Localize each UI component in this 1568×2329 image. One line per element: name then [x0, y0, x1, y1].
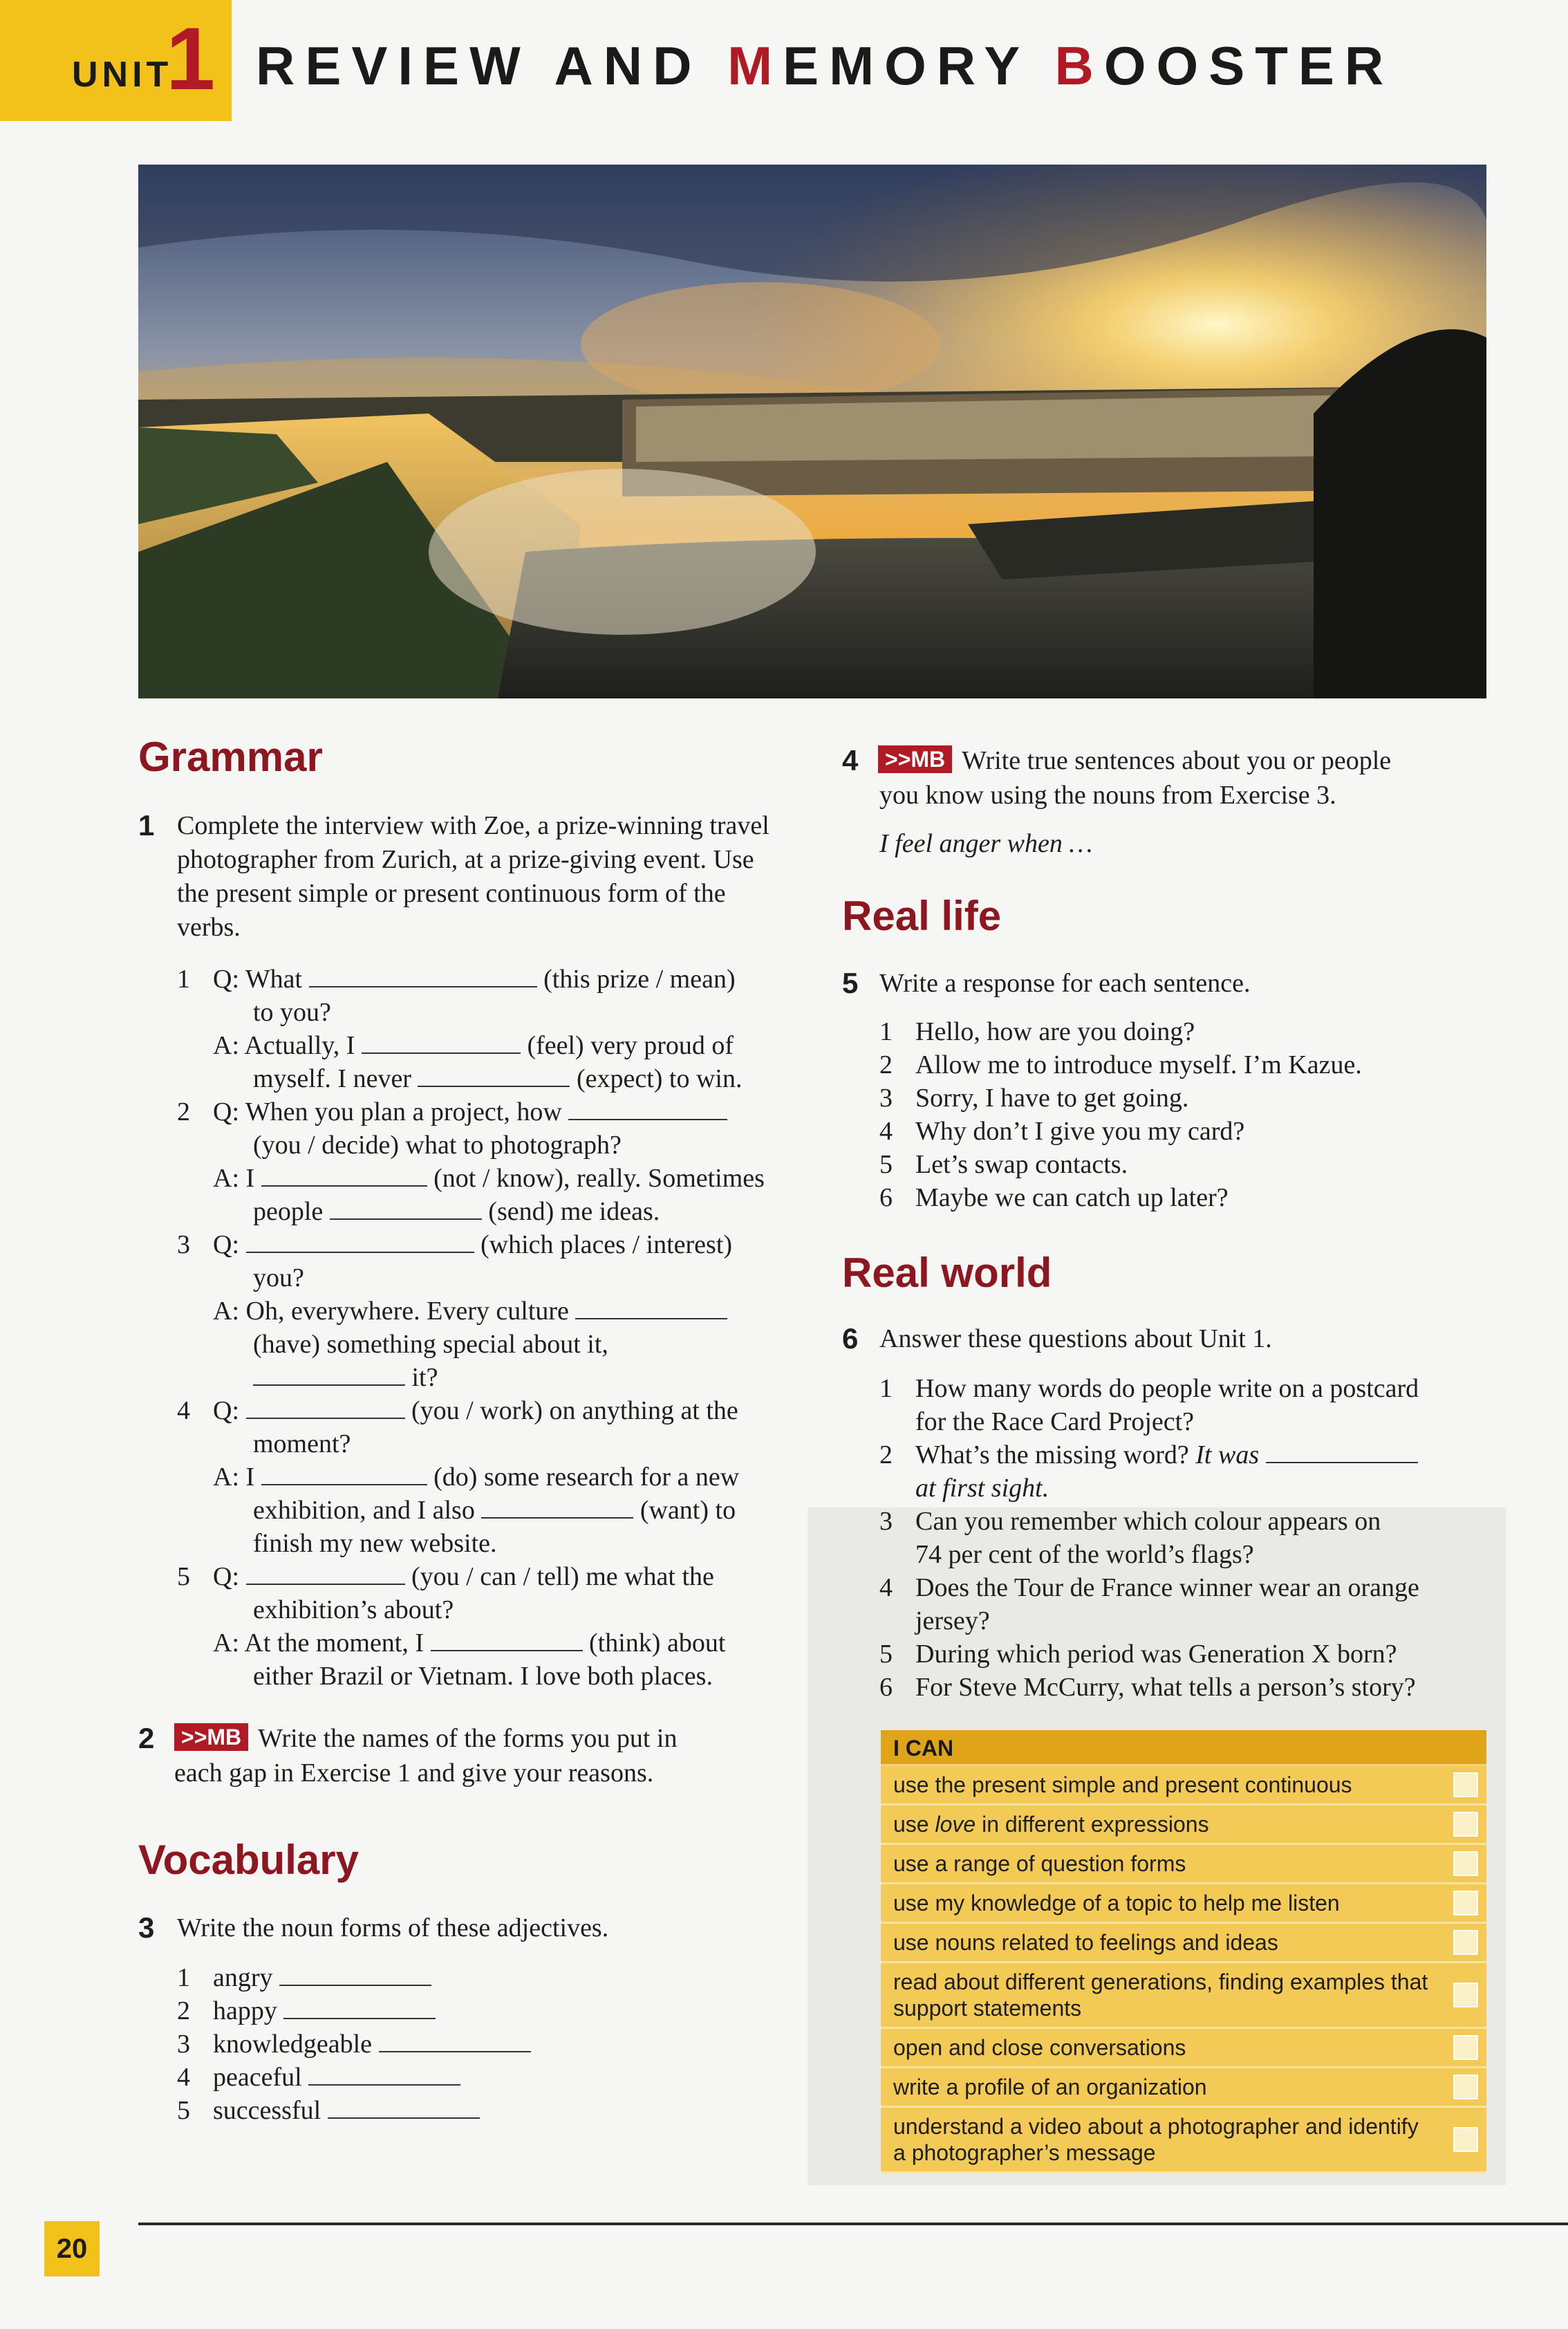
- i-can-text: use nouns related to feelings and ideas: [893, 1930, 1278, 1955]
- list-item: Hello, how are you doing?: [915, 1017, 1195, 1046]
- memory-booster-badge: >>MB: [878, 745, 952, 773]
- exercise-number: 2: [138, 1722, 155, 1754]
- question-text-italic: It was: [1195, 1440, 1260, 1469]
- exercise-2-instruction-cont: each gap in Exercise 1 and give your reasons.: [174, 1759, 654, 1788]
- question-text: 74 per cent of the world’s flags?: [915, 1540, 1254, 1569]
- badge-label: MB: [911, 747, 946, 772]
- checkbox[interactable]: [1453, 2075, 1478, 2099]
- i-can-row: [881, 1766, 1486, 1806]
- answer-gap[interactable]: [418, 1066, 570, 1087]
- question-text: for the Race Card Project?: [915, 1407, 1195, 1436]
- instruction-text: Write the names of the forms you put in: [258, 1724, 678, 1753]
- i-can-row: [881, 1924, 1486, 1963]
- answer-gap[interactable]: [246, 1398, 405, 1419]
- adjective-item: peaceful: [213, 2063, 302, 2092]
- page-number: 20: [44, 2221, 100, 2276]
- answer-gap[interactable]: [246, 1564, 405, 1585]
- i-can-row: [881, 2108, 1486, 2173]
- exercise-4-instruction-cont: you know using the nouns from Exercise 3.: [879, 781, 1336, 810]
- unit-word: UNIT: [72, 55, 173, 95]
- adjective-item: successful: [213, 2096, 321, 2125]
- question-text: What’s the missing word?: [915, 1440, 1196, 1469]
- list-item: Allow me to introduce myself. I’m Kazue.: [915, 1050, 1362, 1079]
- answer-gap[interactable]: [328, 2098, 480, 2119]
- memory-booster-badge: >>MB: [174, 1723, 248, 1751]
- badge-label: MB: [207, 1725, 242, 1750]
- grammar-heading: Grammar: [138, 734, 323, 780]
- i-can-row: [881, 1806, 1486, 1845]
- answer-gap[interactable]: [261, 1465, 427, 1485]
- i-can-text-italic: love: [935, 1812, 976, 1837]
- question-text: Can you remember which colour appears on: [915, 1507, 1381, 1536]
- question-text: How many words do people write on a postcard: [915, 1374, 1419, 1403]
- exercise-number: 5: [842, 967, 859, 999]
- i-can-text: open and close conversations: [893, 2035, 1186, 2060]
- unit-number: 1: [166, 10, 216, 109]
- answer-gap[interactable]: [279, 1965, 431, 1986]
- list-item: Maybe we can catch up later?: [915, 1183, 1229, 1212]
- adjective-item: knowledgeable: [213, 2030, 373, 2059]
- waterfall-photo: [138, 165, 1486, 698]
- i-can-text: in different expressions: [976, 1812, 1209, 1837]
- i-can-heading: I CAN: [881, 1730, 1486, 1766]
- real-world-heading: Real world: [842, 1250, 1052, 1296]
- checkbox[interactable]: [1453, 1851, 1478, 1876]
- i-can-text: write a profile of an organization: [893, 2075, 1207, 2099]
- checkbox[interactable]: [1453, 1812, 1478, 1837]
- exercise-number: 6: [842, 1322, 859, 1355]
- exercise-number: 4: [842, 744, 859, 777]
- question-text: For Steve McCurry, what tells a person’s story?: [915, 1673, 1416, 1702]
- answer-gap[interactable]: [330, 1199, 482, 1220]
- exercise-number: 3: [138, 1911, 155, 1944]
- vocabulary-heading: Vocabulary: [138, 1837, 360, 1883]
- checkbox[interactable]: [1453, 1930, 1478, 1955]
- answer-gap[interactable]: [362, 1033, 521, 1054]
- question-text: During which period was Generation X born?: [915, 1640, 1397, 1669]
- i-can-text: read about different generations, finding examples that support statements: [893, 1969, 1428, 2021]
- i-can-row: [881, 2029, 1486, 2068]
- i-can-text: use my knowledge of a topic to help me listen: [893, 1891, 1340, 1915]
- title-part: EMORY: [783, 35, 1055, 96]
- adjective-item: angry: [213, 1963, 273, 1992]
- answer-gap[interactable]: [481, 1498, 633, 1519]
- list-item: Sorry, I have to get going.: [915, 1084, 1189, 1113]
- exercise-6-instruction: Answer these questions about Unit 1.: [879, 1324, 1272, 1353]
- answer-gap[interactable]: [246, 1232, 474, 1253]
- i-can-text: use the present simple and present continuous: [893, 1772, 1352, 1797]
- title-part: REVIEW AND: [256, 35, 728, 96]
- question-text: jersey?: [915, 1606, 990, 1635]
- list-item: Let’s swap contacts.: [915, 1150, 1128, 1179]
- title-part: OOSTER: [1103, 35, 1394, 96]
- real-life-heading: Real life: [842, 893, 1002, 939]
- answer-gap[interactable]: [283, 1998, 436, 2019]
- exercise-number: 1: [138, 809, 155, 842]
- i-can-row: [881, 1963, 1486, 2029]
- answer-gap[interactable]: [1266, 1442, 1418, 1463]
- instruction-text: Write true sentences about you or people: [962, 746, 1392, 775]
- footer-rule: [138, 2223, 1568, 2225]
- checkbox[interactable]: [1453, 2127, 1478, 2152]
- title-part: B: [1054, 35, 1104, 96]
- unit-badge: [0, 0, 232, 121]
- answer-gap[interactable]: [308, 2065, 460, 2086]
- answer-gap[interactable]: [431, 1631, 583, 1651]
- answer-gap[interactable]: [309, 967, 537, 987]
- exercise-1-instruction: Complete the interview with Zoe, a prize-winning travel photographer from Zurich, at a prize-giving event. Use the present simple or present continuous form of the verbs.: [177, 811, 769, 942]
- i-can-row: [881, 1884, 1486, 1924]
- textbook-page: UNIT 1 REVIEW AND MEMORY BOOSTER Grammar 1 Complete the interview with Zoe, a prize-winning travel photographer from Zurich, at a prize-giving event. Use the present simple or present continuous form of the verbs. 1 Q: What (this prize / mean) to you? A: Actually, I (feel) very proud of myself. I never (expect) to win. 2 Q: When you plan a project, how (you / decide) what to photograph? A: I (not / know), really. Sometimes people (send) me ideas. 3 Q: (which places / interest) you? A: Oh, everywhere. Every culture (have) something special about it, it? 4 Q: (you / work) on anything at the moment? A: I (do) some research for a new exhibition, and I also (want) to finish my new website. 5 Q: (you / can / tell) me what the exhibition’s about? A: At the moment, I (think) about either Brazil or Vietnam. I love both places. 2 >>MB Write the names of the forms you put in each gap in Exercise 1 and give your reasons. Vocabulary 3 Write the noun forms of these adjectives. 1 angry 2 happy 3 knowledgeable 4 peaceful 5 successful 4 >>MB Write true sentences about you or people you know using the nouns from Exercise 3. I feel anger when … Real life 5 Write a response for each sentence. 1 Hello, how are you doing? 2 Allow me to introduce myself. I’m Kazue. 3 Sorry, I have to get going. 4 Why don’t I give you my card? 5 Let’s swap contacts. 6 Maybe we can catch up later? Real world 6 Answer these questions about Unit 1. 1 How many words do people write on a postcard for the Race Card Project? 2 What’s the missing word? It was at first sight. 3 Can you remember which colour appears on 74 per cent of the world’s flags? 4 Does the Tour de France winner wear an orange jersey? 5 During which period was Generation X born? 6 For Steve McCurry, what tells a person’s story? I CAN use the present simple and present continuous use love in different expressions use a range of question forms use my knowledge of a topic to help me listen use nouns related to feelings and ideas read about different generations, finding examples that support statements open and close conversations write a profile of an organization understand a video about a photographer and identify a photographer’s message 20: [0, 0, 1568, 2329]
- i-can-row: [881, 2068, 1486, 2108]
- i-can-text: use a range of question forms: [893, 1851, 1186, 1876]
- checkbox[interactable]: [1453, 1891, 1478, 1915]
- answer-gap[interactable]: [261, 1166, 427, 1187]
- i-can-checklist: [881, 1730, 1486, 2173]
- i-can-text: use: [893, 1812, 935, 1837]
- answer-gap[interactable]: [253, 1365, 405, 1386]
- exercise-3-instruction: Write the noun forms of these adjectives.: [177, 1913, 609, 1942]
- answer-gap[interactable]: [379, 2032, 531, 2052]
- answer-gap[interactable]: [568, 1099, 727, 1120]
- checkbox[interactable]: [1453, 1983, 1478, 2007]
- i-can-row: [881, 1845, 1486, 1884]
- exercise-2-instruction: [174, 1722, 677, 1755]
- list-item: Why don’t I give you my card?: [915, 1117, 1245, 1146]
- checkbox[interactable]: [1453, 1772, 1478, 1797]
- exercise-5-instruction: Write a response for each sentence.: [879, 969, 1251, 998]
- exercise-4-example: I feel anger when …: [879, 829, 1093, 858]
- adjective-item: happy: [213, 1996, 277, 2025]
- exercise-4-instruction: [878, 744, 1391, 777]
- checkbox[interactable]: [1453, 2035, 1478, 2060]
- i-can-text: understand a video about a photographer and identify a photographer’s message: [893, 2114, 1419, 2165]
- question-text: Does the Tour de France winner wear an orange: [915, 1573, 1419, 1602]
- question-text-italic: at first sight.: [915, 1474, 1049, 1503]
- page-title: [256, 35, 1394, 98]
- answer-gap[interactable]: [575, 1299, 727, 1319]
- title-part: M: [727, 35, 783, 96]
